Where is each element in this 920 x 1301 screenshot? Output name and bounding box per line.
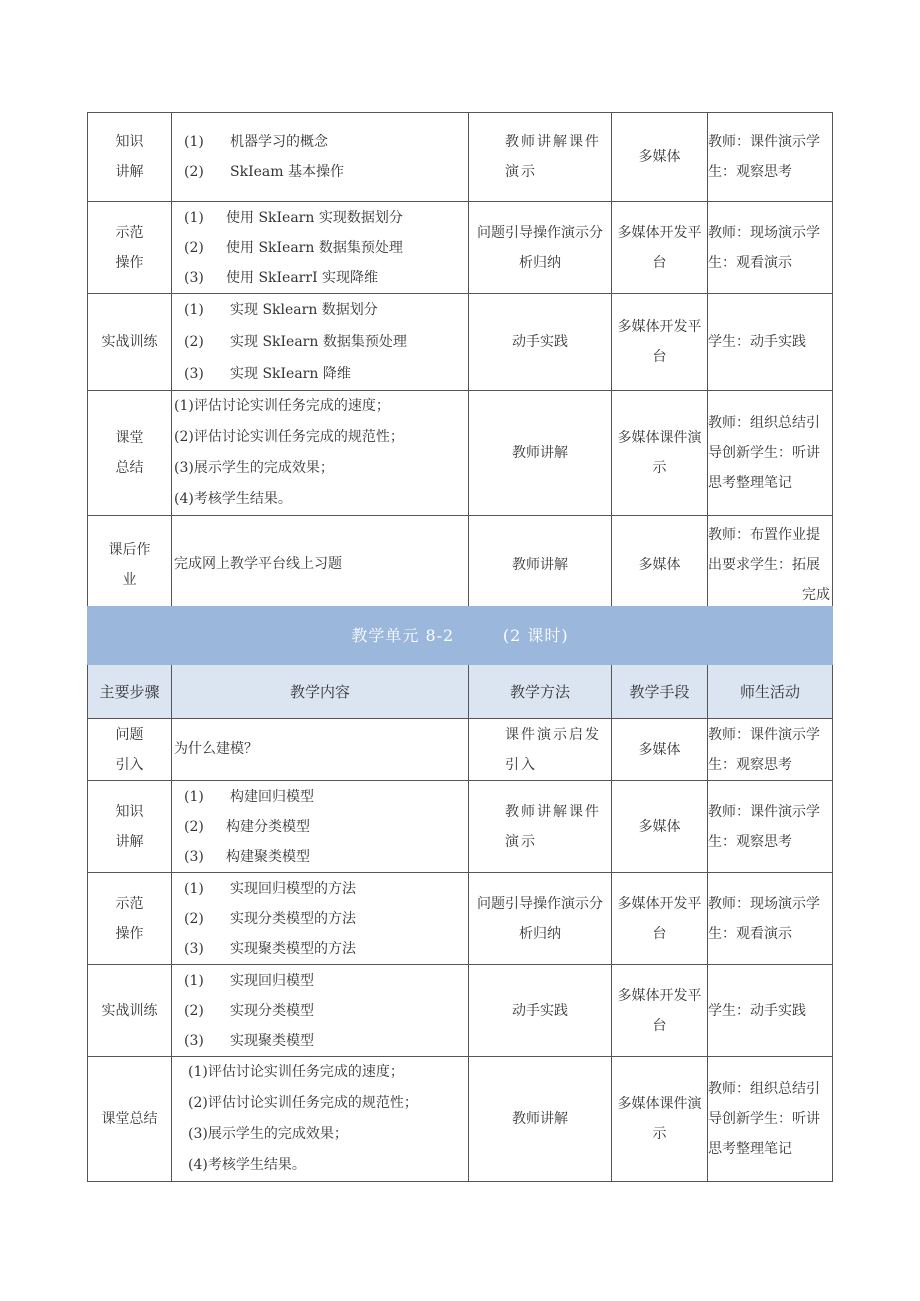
activity-cell: 教师：现场演示学 生：观看演示: [708, 873, 833, 965]
step-cell: 示范 操作: [88, 202, 172, 294]
lesson-table-unit-8-1: [87, 112, 833, 614]
step-cell: 问题 引入: [88, 719, 172, 781]
unit-title: 教学单元 8-2 (2 课时): [88, 607, 833, 665]
content-cell: (1) 实现回归模型的方法 (2) 实现分类模型的方法 (3) 实现聚类模型的方法: [172, 873, 469, 965]
header-content: 教学内容: [172, 665, 469, 719]
method-cell: 问题引导操作演示分 析归纳: [469, 873, 612, 965]
means-cell: 多媒体: [612, 113, 708, 202]
method-cell: 教师讲解课件 演示: [469, 113, 612, 202]
activity-cell: 教师：课件演示学 生：观察思考: [708, 781, 833, 873]
lesson-table-unit-8-2: [87, 606, 833, 1182]
method-cell: 教师讲解: [469, 516, 612, 614]
table-row: [88, 781, 833, 873]
table-row: [88, 516, 833, 614]
means-cell: 多媒体开发平 台: [612, 294, 708, 391]
header-method: 教学方法: [469, 665, 612, 719]
method-cell: 问题引导操作演示分 析归纳: [469, 202, 612, 294]
activity-cell: 教师：组织总结引 导创新学生：听讲 思考整理笔记: [708, 391, 833, 516]
method-cell: 教师讲解课件 演示: [469, 781, 612, 873]
activity-cell: 学生：动手实践: [708, 965, 833, 1057]
activity-cell: 学生：动手实践: [708, 294, 833, 391]
means-cell: 多媒体: [612, 719, 708, 781]
table-row: [88, 1057, 833, 1182]
method-cell: 动手实践: [469, 965, 612, 1057]
means-cell: 多媒体: [612, 516, 708, 614]
table-row: [88, 113, 833, 202]
step-cell: 知识 讲解: [88, 781, 172, 873]
content-cell: (1) 实现 Sklearn 数据划分 (2) 实现 SkIearn 数据集预处理 (3) 实现 SkIearn 降维: [172, 294, 469, 391]
method-cell: 动手实践: [469, 294, 612, 391]
activity-cell: 教师：现场演示学 生：观看演示: [708, 202, 833, 294]
content-cell: (1)评估讨论实训任务完成的速度； (2)评估讨论实训任务完成的规范性； (3)展示学生的完成效果； (4)考核学生结果。: [172, 1057, 469, 1182]
table-row: [88, 965, 833, 1057]
header-step: 主要步骤: [88, 665, 172, 719]
means-cell: 多媒体课件演 示: [612, 391, 708, 516]
activity-cell: 教师：课件演示学 生：观察思考: [708, 113, 833, 202]
method-cell: 课件演示启发 引入: [469, 719, 612, 781]
step-cell: 课后作 业: [88, 516, 172, 614]
header-means: 教学手段: [612, 665, 708, 719]
content-cell: 为什么建模？: [172, 719, 469, 781]
step-cell: 知识 讲解: [88, 113, 172, 202]
content-cell: (1) 实现回归模型 (2) 实现分类模型 (3) 实现聚类模型: [172, 965, 469, 1057]
activity-cell: 教师：课件演示学 生：观察思考: [708, 719, 833, 781]
table-row: [88, 202, 833, 294]
step-cell: 实战训练: [88, 965, 172, 1057]
activity-cell: 教师：布置作业提 出要求学生：拓展 完成: [708, 516, 833, 614]
means-cell: 多媒体开发平 台: [612, 873, 708, 965]
means-cell: 多媒体: [612, 781, 708, 873]
content-cell: 完成网上教学平台线上习题: [172, 516, 469, 614]
table-row: [88, 719, 833, 781]
table-row: [88, 391, 833, 516]
content-cell: (1) 使用 SkIearn 实现数据划分 (2) 使用 SkIearn 数据集预处理 (3) 使用 SkIearrI 实现降维: [172, 202, 469, 294]
header-activity: 师生活动: [708, 665, 833, 719]
method-cell: 教师讲解: [469, 391, 612, 516]
content-cell: (1) 构建回归模型 (2) 构建分类模型 (3) 构建聚类模型: [172, 781, 469, 873]
means-cell: 多媒体开发平 台: [612, 965, 708, 1057]
means-cell: 多媒体开发平 台: [612, 202, 708, 294]
means-cell: 多媒体课件演 示: [612, 1057, 708, 1182]
table-row: [88, 294, 833, 391]
table-header-row: [88, 665, 833, 719]
unit-banner: [88, 607, 833, 665]
method-cell: 教师讲解: [469, 1057, 612, 1182]
activity-cell: 教师：组织总结引 导创新学生：听讲 思考整理笔记: [708, 1057, 833, 1182]
step-cell: 实战训练: [88, 294, 172, 391]
step-cell: 课堂总结: [88, 1057, 172, 1182]
table-row: [88, 873, 833, 965]
step-cell: 课堂 总结: [88, 391, 172, 516]
step-cell: 示范 操作: [88, 873, 172, 965]
content-cell: (1)评估讨论实训任务完成的速度； (2)评估讨论实训任务完成的规范性； (3)展示学生的完成效果； (4)考核学生结果。: [172, 391, 469, 516]
content-cell: (1) 机器学习的概念 (2) SkIeam 基本操作: [172, 113, 469, 202]
